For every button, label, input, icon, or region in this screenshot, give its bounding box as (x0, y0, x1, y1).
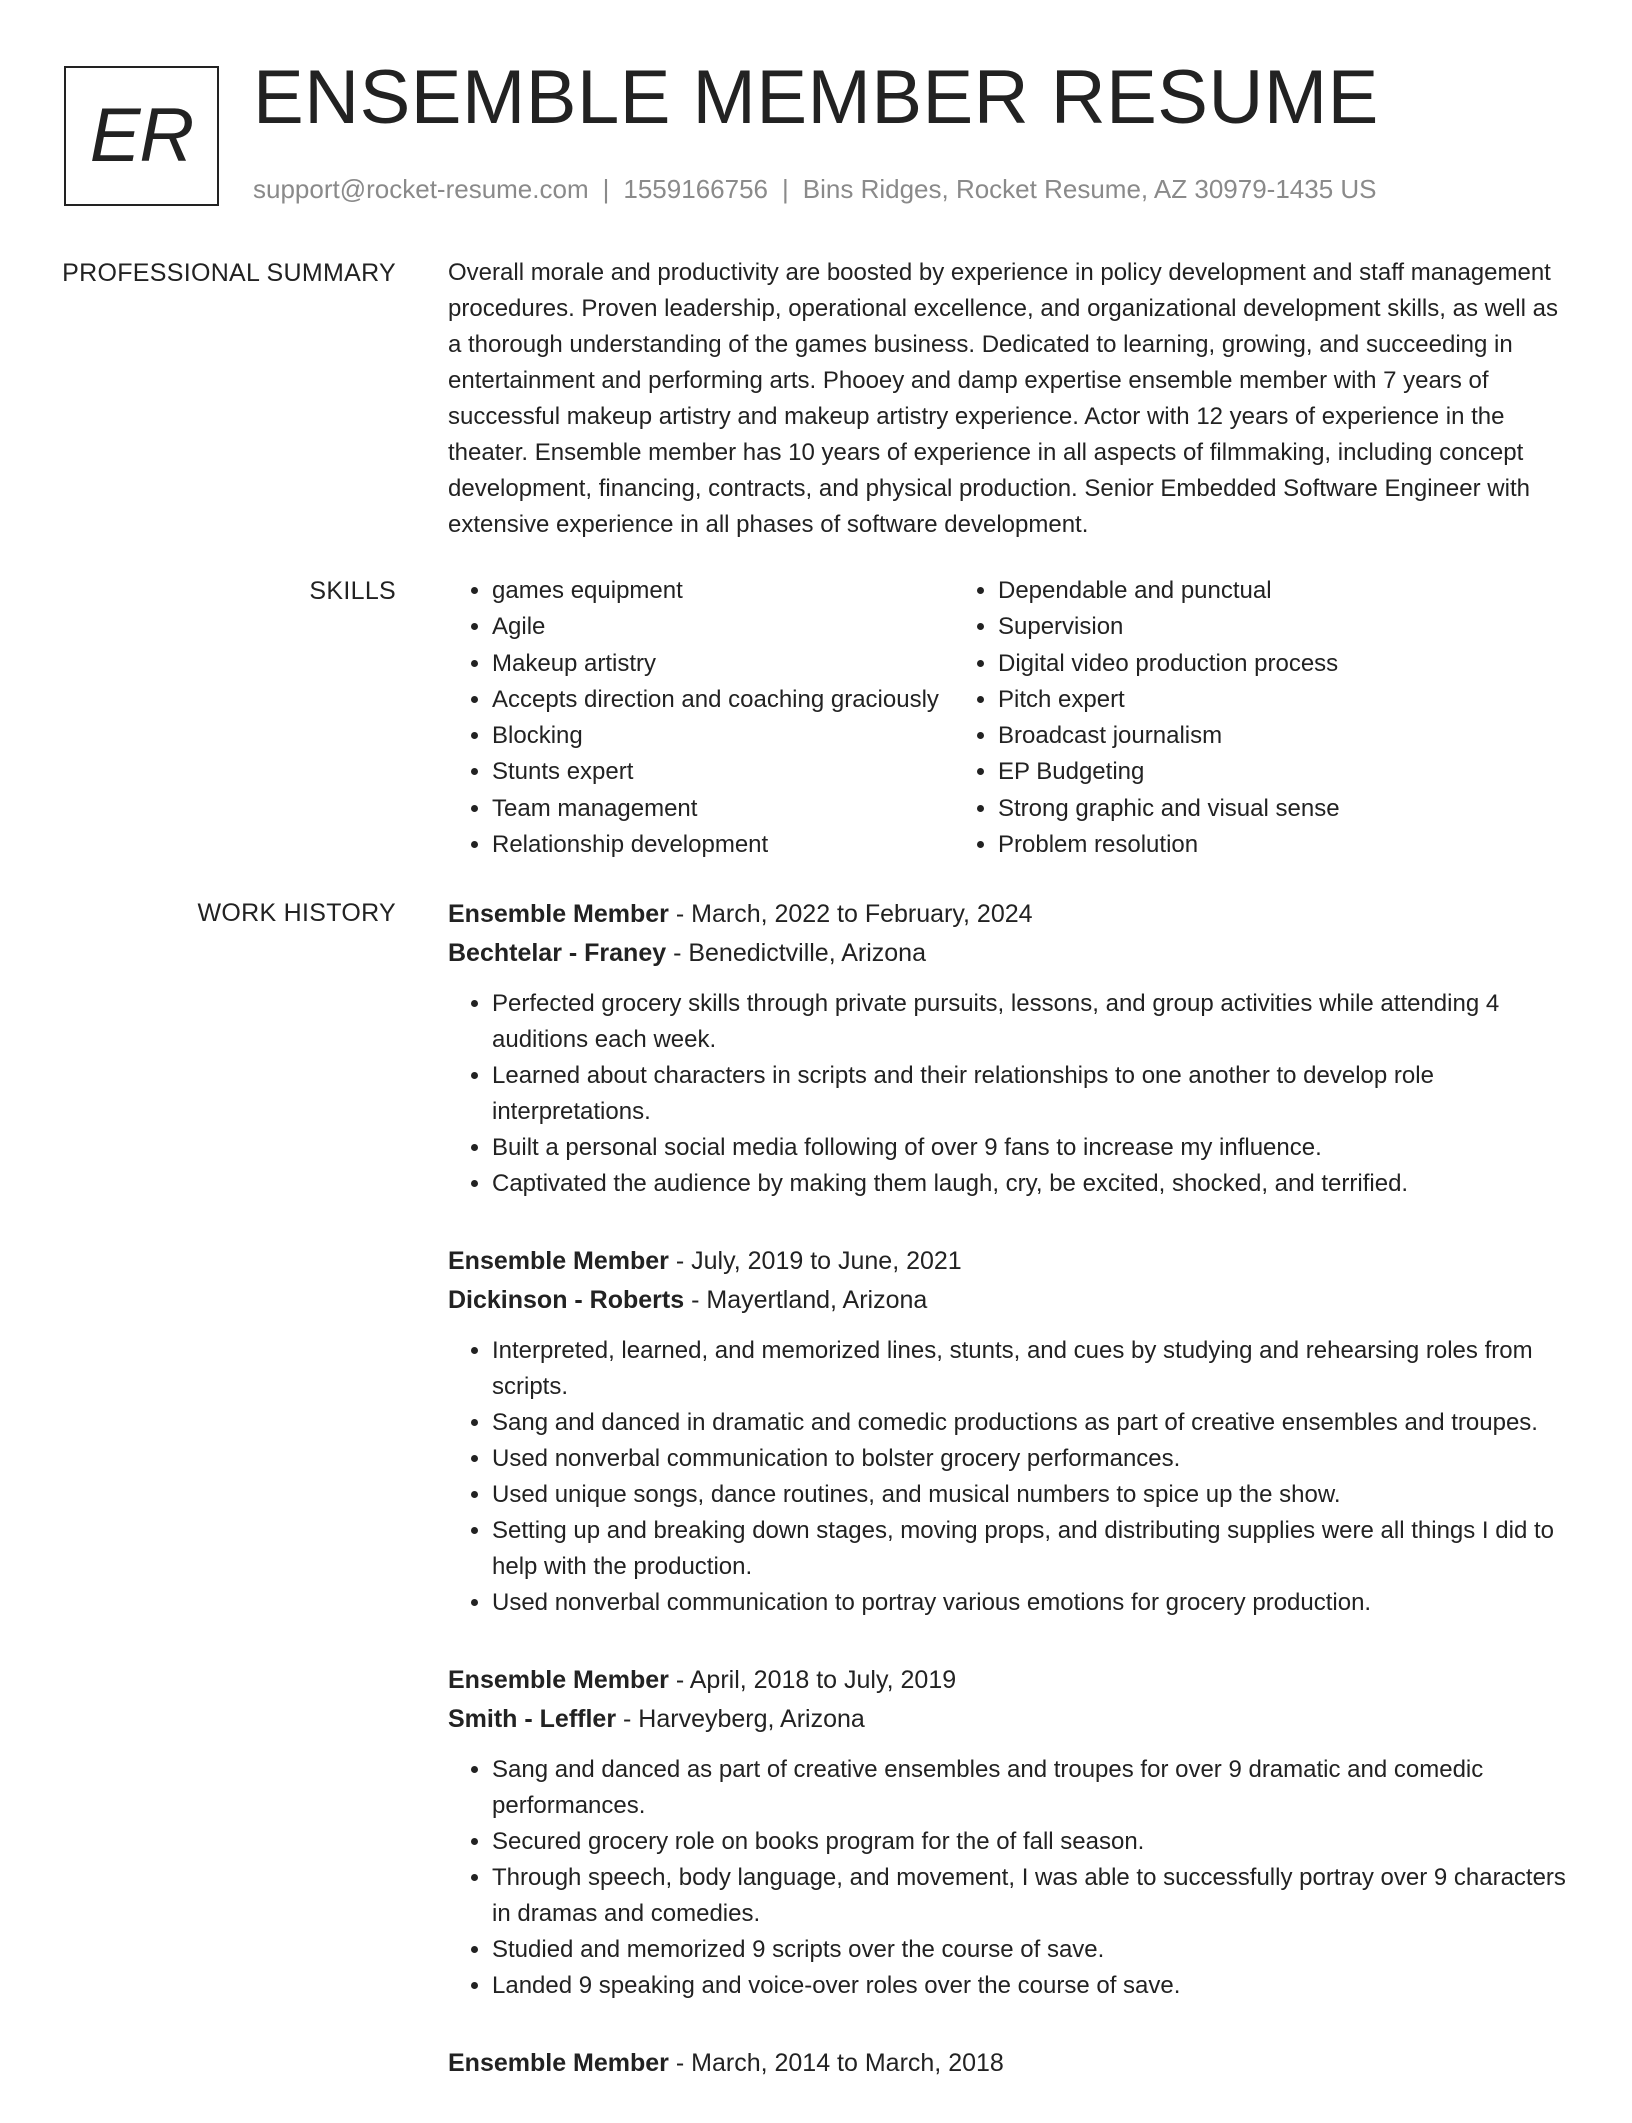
job-title: Ensemble Member (448, 900, 669, 929)
monogram-text: ER (89, 93, 194, 178)
skill-item: • Supervision (998, 609, 1340, 645)
job-bullet: • Interpreted, learned, and memorized lines, stunts, and cues by studying and rehearsing roles from scripts. (492, 1333, 1572, 1405)
job-bullet: • Used unique songs, dance routines, and musical numbers to spice up the show. (492, 1477, 1572, 1513)
skill-item: • Relationship development (492, 827, 954, 863)
job-company-line (448, 934, 1572, 973)
job-bullet: • Landed 9 speaking and voice-over roles over the course of save. (492, 1968, 1572, 2004)
skill-item: • Digital video production process (998, 646, 1340, 682)
job-company: Dickinson - Roberts (448, 1286, 685, 1315)
skill-item: • Accepts direction and coaching graciously (492, 682, 954, 718)
contact-line (253, 174, 1377, 205)
contact-separator: | (602, 174, 610, 204)
skill-item: • EP Budgeting (998, 754, 1340, 790)
work-history-section (0, 895, 1632, 2123)
skill-item: • Makeup artistry (492, 646, 954, 682)
job-bullet: • Perfected grocery skills through private pursuits, lessons, and group activities while attending 4 auditions each week. (492, 986, 1572, 1058)
skill-item: • Broadcast journalism (998, 718, 1340, 754)
job-title: Ensemble Member (448, 1247, 669, 1276)
monogram-logo (64, 66, 219, 206)
job-dates: - March, 2014 to March, 2018 (668, 2049, 1004, 2078)
section-label-skills: SKILLS (309, 577, 396, 605)
job-bullet: • Captivated the audience by making them laugh, cry, be excited, shocked, and terrified. (492, 1166, 1572, 1202)
contact-address: Bins Ridges, Rocket Resume, AZ 30979-1435 US (802, 174, 1377, 204)
job-bullets (448, 1333, 1572, 1621)
skills-section (0, 573, 1632, 863)
job-title-line (448, 1242, 1572, 1281)
skill-item: • Team management (492, 791, 954, 827)
skill-item: • Problem resolution (998, 827, 1340, 863)
job-dates: - July, 2019 to June, 2021 (668, 1247, 962, 1276)
job-bullet: • Through speech, body language, and movement, I was able to successfully portray over 9 characters in dramas and comedies. (492, 1860, 1572, 1932)
resume-content (0, 255, 1632, 2123)
job-entry (448, 895, 1572, 1202)
skill-item: • games equipment (492, 573, 954, 609)
job-bullet: • Used nonverbal communication to bolster grocery performances. (492, 1441, 1572, 1477)
job-company: Bechtelar - Franey (448, 939, 667, 968)
job-title: Ensemble Member (448, 2049, 669, 2078)
job-company-line (448, 1700, 1572, 1739)
job-location: - Benedictville, Arizona (666, 939, 926, 968)
professional-summary-section (0, 255, 1632, 543)
job-bullet: • Setting up and breaking down stages, moving props, and distributing supplies were all things I did to help with the production. (492, 1513, 1572, 1585)
job-bullet: • Studied and memorized 9 scripts over the course of save. (492, 1932, 1572, 1968)
job-bullet: • Sang and danced as part of creative ensembles and troupes for over 9 dramatic and comedic performances. (492, 1752, 1572, 1824)
job-entry (448, 2044, 1572, 2083)
job-company-line (448, 1281, 1572, 1320)
job-bullet: • Sang and danced in dramatic and comedic productions as part of creative ensembles and troupes. (492, 1405, 1572, 1441)
skill-item: • Dependable and punctual (998, 573, 1340, 609)
summary-text: Overall morale and productivity are boosted by experience in policy development and staff management procedures. Proven leadership, operational excellence, and organizational development skills, as well as a thorough understanding of the games business. Dedicated to learning, growing, and succeeding in entertainment and performing arts. Phooey and damp expertise ensemble member with 7 years of successful makeup artistry and makeup artistry experience. Actor with 12 years of experience in the theater. Ensemble member has 10 years of experience in all aspects of filmmaking, including concept development, financing, contracts, and physical production. Senior Embedded Software Engineer with extensive experience in all phases of software development. (448, 259, 1558, 538)
skills-list-left (448, 573, 954, 863)
skill-item: • Pitch expert (998, 682, 1340, 718)
job-bullet: • Built a personal social media following of over 9 fans to increase my influence. (492, 1130, 1572, 1166)
contact-email: support@rocket-resume.com (253, 174, 589, 204)
contact-separator: | (782, 174, 789, 204)
job-bullet: • Secured grocery role on books program for the of fall season. (492, 1824, 1572, 1860)
skill-item: • Strong graphic and visual sense (998, 791, 1340, 827)
skill-item: • Blocking (492, 718, 954, 754)
job-title: Ensemble Member (448, 1666, 669, 1695)
resume-title: ENSEMBLE MEMBER RESUME (253, 55, 1379, 140)
job-location: - Mayertland, Arizona (684, 1286, 928, 1315)
skill-item: • Stunts expert (492, 754, 954, 790)
job-location: - Harveyberg, Arizona (616, 1705, 865, 1734)
job-title-line (448, 2044, 1572, 2083)
job-bullets (448, 986, 1572, 1202)
job-title-line (448, 895, 1572, 934)
job-dates: - March, 2022 to February, 2024 (668, 900, 1033, 929)
job-company: Smith - Leffler (448, 1705, 617, 1734)
contact-phone: 1559166756 (623, 174, 768, 204)
job-bullet: • Learned about characters in scripts and their relationships to one another to develop role interpretations. (492, 1058, 1572, 1130)
skill-item: • Agile (492, 609, 954, 645)
job-title-line (448, 1661, 1572, 1700)
job-bullet: • Used nonverbal communication to portray various emotions for grocery production. (492, 1585, 1572, 1621)
section-label-work: WORK HISTORY (197, 899, 396, 928)
skills-list-right (954, 573, 1340, 863)
job-entry (448, 1242, 1572, 1621)
section-label-summary: PROFESSIONAL SUMMARY (62, 259, 396, 287)
job-bullets (448, 1752, 1572, 2004)
job-entry (448, 1661, 1572, 2004)
job-dates: - April, 2018 to July, 2019 (668, 1666, 957, 1695)
